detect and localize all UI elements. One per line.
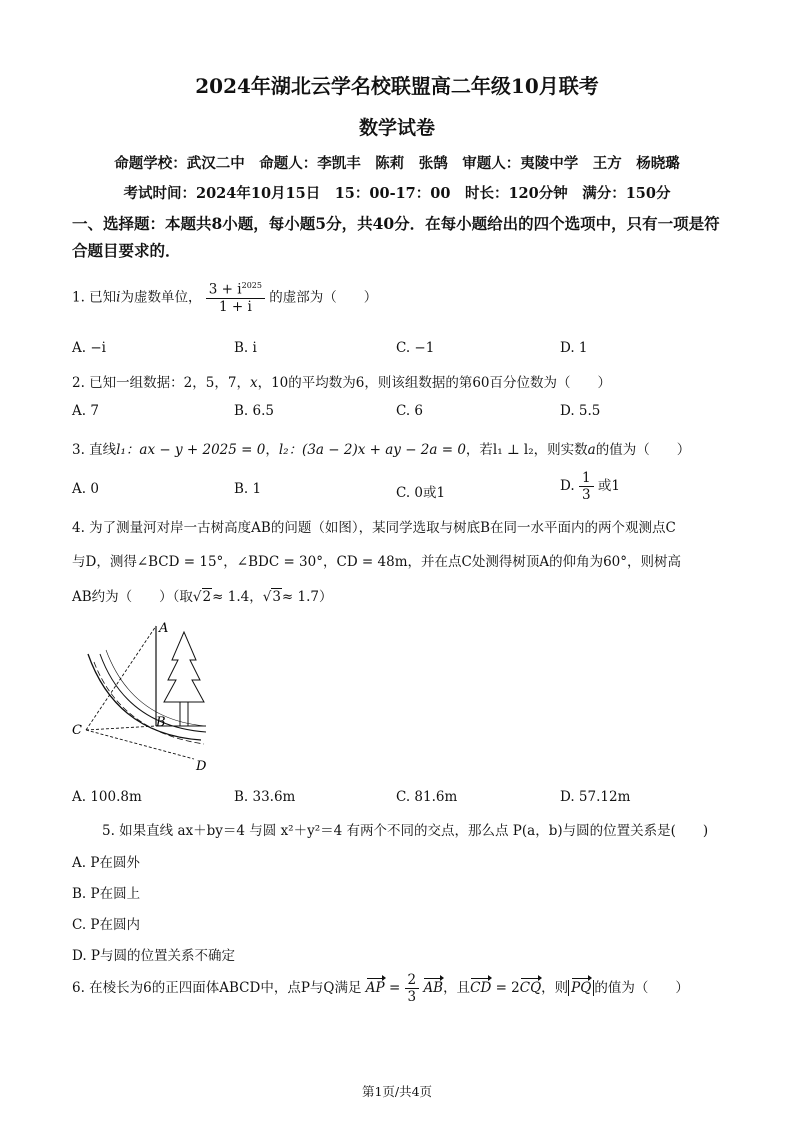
q5-option-c: C. P在圆内	[72, 917, 141, 933]
q5-option-a: A. P在圆外	[72, 855, 140, 871]
q4-option-b: B. 33.6m	[234, 789, 296, 805]
q4-option-c: C. 81.6m	[396, 789, 458, 805]
page-number: 第1页/共4页	[361, 1084, 433, 1099]
q3-option-c: C. 0或1	[396, 485, 446, 501]
q3-option-d: D. $\frac{1}{3}$ 或1	[560, 470, 620, 503]
question-2: 2. 已知一组数据：2，5，7，x，10的平均数为6，则该组数据的第60百分位数为（ ）	[72, 375, 612, 391]
exam-authors: 命题学校：武汉二中 命题人：李凯丰 陈莉 张鹄 审题人：夷陵中学 王方 杨晓璐	[114, 155, 680, 172]
question-6: 6. 在棱长为6的正四面体ABCD中，点P与Q满足 AP = $\frac{2}{3}$ AB，且CD = 2CQ，则 PQ 的值为（ ）	[72, 972, 689, 1005]
q3-option-b: B. 1	[234, 481, 262, 497]
q1-option-d: D. 1	[560, 340, 588, 356]
exam-title: 2024年湖北云学名校联盟高二年级10月联考	[195, 74, 599, 98]
q5-option-d: D. P与圆的位置关系不确定	[72, 948, 236, 964]
q4-figure	[66, 614, 226, 774]
q3-option-a: A. 0	[72, 481, 99, 497]
q2-option-a: A. 7	[72, 403, 99, 419]
line-cb	[86, 726, 156, 730]
q2-option-d: D. 5.5	[560, 403, 601, 419]
question-1: 1. 已知i为虚数单位， $\frac{3 + i^{2025}}{1 + i}$ 的虚部为（ ）	[72, 281, 378, 315]
label-b: B	[156, 715, 166, 730]
tree-icon	[164, 632, 204, 702]
q1-fraction: $\frac{3 + i^{2025}}{1 + i}$	[206, 281, 265, 315]
exam-time-info: 考试时间：2024年10月15日 15：00-17：00 时长：120分钟 满分：150分	[123, 185, 671, 202]
line-cd	[86, 730, 194, 759]
q5-option-b: B. P在圆上	[72, 886, 141, 902]
q2-option-b: B. 6.5	[234, 403, 274, 419]
line-ca	[86, 626, 156, 730]
question-3: 3. 直线l₁：ax − y + 2025 = 0，l₂：(3a − 2)x + ay − 2a = 0，若l₁ ⊥ l₂，则实数a的值为（ ）	[72, 442, 691, 458]
label-d: D	[196, 759, 207, 774]
label-c: C	[72, 723, 82, 738]
question-4-line3: AB约为（ ）（取√2≈ 1.4，√3≈ 1.7）	[72, 589, 333, 605]
q4-option-d: D. 57.12m	[560, 789, 631, 805]
question-5: 5. 如果直线 ax＋by＝4 与圆 x²＋y²＝4 有两个不同的交点，那么点 P(a，b)与圆的位置关系是( )	[102, 823, 709, 839]
q1-option-b: B. i	[234, 340, 257, 356]
river-bank-inner	[100, 654, 206, 732]
q1-option-a: A. −i	[72, 340, 106, 356]
exam-subtitle: 数学试卷	[358, 117, 435, 139]
q2-option-c: C. 6	[396, 403, 424, 419]
question-4-line2: 与D，测得∠BCD = 15°，∠BDC = 30°，CD = 48m，并在点C处测得树顶A的仰角为60°，则树高	[72, 554, 682, 570]
question-4-line1: 4. 为了测量河对岸一古树高度AB的问题（如图），某同学选取与树底B在同一水平面内的两个观测点C	[72, 520, 676, 536]
label-a: A	[159, 621, 169, 636]
section-heading: 一、选择题：本题共8小题，每小题5分，共40分．在每小题给出的四个选项中，只有一项是符合题目要求的．	[72, 214, 720, 260]
q1-option-c: C. −1	[396, 340, 435, 356]
q4-option-a: A. 100.8m	[72, 789, 142, 805]
